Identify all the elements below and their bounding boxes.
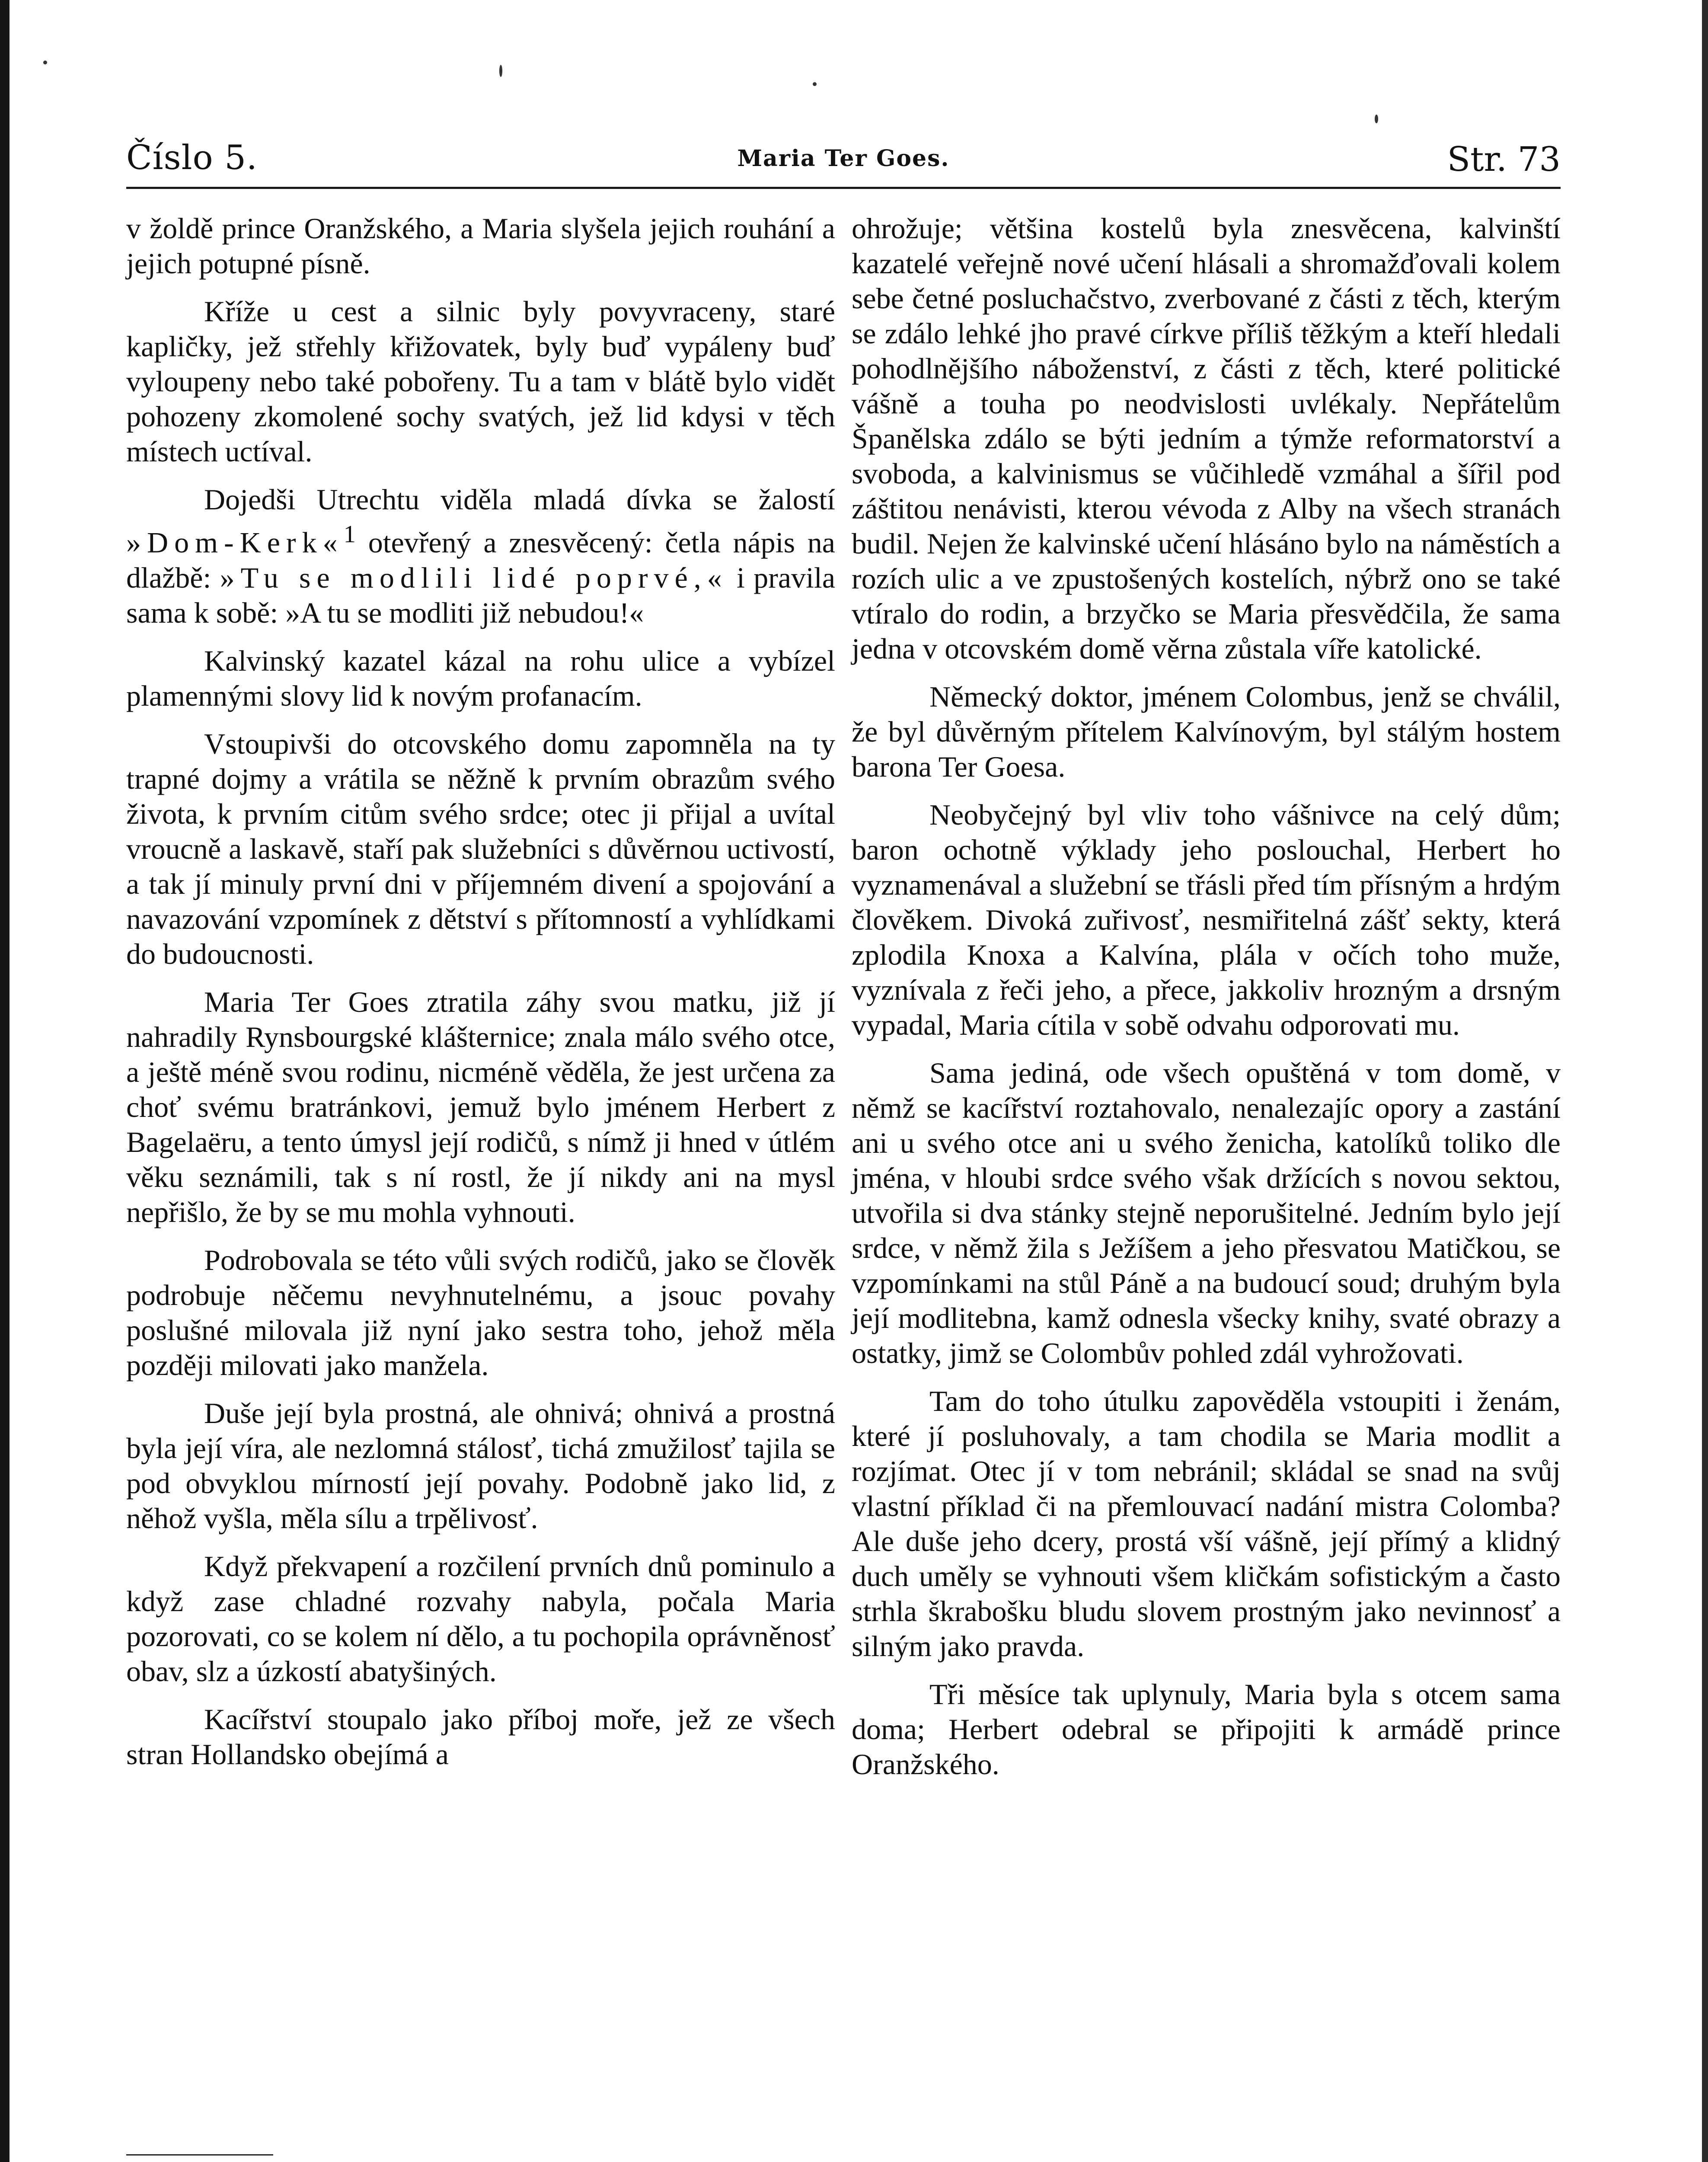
scan-right-edge <box>1702 0 1708 2162</box>
paragraph: Podrobovala se této vůli svých rodičů, jako se člověk podrobuje něčemu nevyhnutelnému, a jsouc povahy poslušné milovala již nyní jako sestra toho, jehož měla později milovati jako manžela. <box>126 1243 835 1382</box>
paragraph: ohrožuje; většina kostelů byla znesvěcena, kalvinští kazatelé veřejně nové učení hlásali a shromažďovali kolem sebe četné posluchačstvo, zverbované z části z těch, kterým se zdálo lehké jho pravé církve příliš těžkým a kteří hledali pohodlnějšího náboženství, z části z těch, které politické vášně a touha po neodvislosti uvlékaly. Nepřátelům Španělska zdálo se býti jedním a týmže reformatorství a svoboda, a kalvinismus se vůčihledě vzmáhal a šířil pod záštitou nenávisti, kterou vévoda z Alby na všech stranách budil. Nejen že kalvinské učení hlásáno bylo na náměstích a rozích ulic a ve zpustošených kostelích, nýbrž ono se také vtíralo do rodin, a brzyčko se Maria přesvědčila, že sama jedna v otcovském domě věrna zůstala víře katolické. <box>852 212 1561 665</box>
paragraph-dom-kerk <box>126 482 835 630</box>
scan-left-edge <box>0 0 10 2162</box>
right-column <box>852 211 1561 1795</box>
paragraph: Sama jediná, ode všech opuštěná v tom domě, v němž se kacířství roztahovalo, nenalezajíc opory a zastání ani u svého otce ani u svého ženicha, katolíků toliko dle jména, v hloubi srdce svého však držících s novou sektou, utvořila si dva stánky stejně neporušitelné. Jedním bylo její srdce, v němž žila s Ježíšem a jeho přesvatou Matičkou, se vzpomínkami na stůl Páně a na budoucí soud; druhým byla její modlitebna, kamž odnesla všecky knihy, svaté obrazy a ostatky, jimž se Colombův pohled zdál vyhrožovati. <box>852 1056 1561 1369</box>
inscription-quote: »Tu se modlili lidé poprvé,« <box>220 561 728 594</box>
scan-speck <box>813 82 817 86</box>
scan-speck <box>499 65 502 77</box>
dom-kerk-name: »Dom-Kerk« <box>126 526 344 559</box>
header-rule <box>126 187 1561 189</box>
footnote-rule <box>126 2154 273 2156</box>
paragraph-text: otevřený a znesvěcený: četla nápis na dlažbě: <box>126 526 835 594</box>
paragraph: Kalvinský kazatel kázal na rohu ulice a vybízel plamennými slovy lid k novým profanacím. <box>126 644 835 712</box>
paragraph-text: i pravila sama k sobě: »A tu se modliti již nebudou!« <box>126 561 836 629</box>
paragraph-text: Dojedši Utrechtu viděla mladá dívka se žalostí <box>204 483 835 516</box>
paragraph: Tam do toho útulku zapověděla vstoupiti i ženám, které jí posluhovaly, a tam chodila se Maria modlit a rozjímat. Otec jí v tom nebránil; skládal se snad na svůj vlastní příklad či na přemlouvací nadání mistra Colomba? Ale duše jeho dcery, prostá vší vášně, její přímý a klidný duch uměly se vyhnouti všem kličkám sofistickým a často strhla škrabošku bludu slovem prostným jako nevinnosť a silným jako pravda. <box>852 1385 1561 1663</box>
page-header <box>126 130 1561 186</box>
paragraph: Tři měsíce tak uplynuly, Maria byla s otcem sama doma; Herbert odebral se připojiti k armádě prince Oranžského. <box>852 1678 1561 1781</box>
issue-number: Číslo 5. <box>126 138 258 177</box>
paragraph: Když překvapení a rozčilení prvních dnů pominulo a když zase chladné rozvahy nabyla, počala Maria pozorovati, co se kolem ní dělo, a tu pochopila oprávněnosť obav, slz a úzkostí abatyšiných. <box>126 1549 835 1688</box>
page-number: Str. 73 <box>1447 140 1561 179</box>
paragraph: v žoldě prince Oranžského, a Maria slyšela jejich rouhání a jejich potupné písně. <box>126 212 835 280</box>
paragraph: Maria Ter Goes ztratila záhy svou matku, již jí nahradily Rynsbourgské klášternice; znala málo svého otce, a ještě méně svou rodinu, nicméně věděla, že jest určena za choť svému bratránkovi, jemuž bylo jménem Herbert z Bagelaëru, a tento úmysl její rodičů, s nímž ji hned v útlém věku seznámili, tak s ní rostl, že jí nikdy ani na mysl nepřišlo, že by se mu mohla vyhnouti. <box>126 985 835 1228</box>
left-column <box>126 211 835 1785</box>
paragraph: Kacířství stoupalo jako příboj moře, jež ze všech stran Hollandsko obejímá a <box>126 1702 835 1771</box>
footnote-reference: 1 <box>343 521 356 548</box>
running-title: Maria Ter Goes. <box>737 145 950 172</box>
paragraph: Německý doktor, jménem Colombus, jenž se chválil, že byl důvěrným přítelem Kalvínovým, byl stálým hostem barona Ter Goesa. <box>852 680 1561 783</box>
paragraph: Kříže u cest a silnic byly povyvraceny, staré kapličky, jež střehly křižovatek, byly buď vypáleny buď vyloupeny nebo také pobořeny. Tu a tam v blátě bylo vidět pohozeny zkomolené sochy svatých, jež lid kdysi v těch místech uctíval. <box>126 295 835 468</box>
scan-speck <box>43 61 47 64</box>
paragraph: Neobyčejný byl vliv toho vášnivce na celý dům; baron ochotně výklady jeho poslouchal, Herbert ho vyznamenával a služební se třásli před tím přísným a hrdým člověkem. Divoká zuřivosť, nesmiřitelná zášť sekty, která zplodila Knoxa a Kalvína, plála v očích toho muže, vyznívala z řeči jeho, a přece, jakkoliv hrozným a drsným vypadal, Maria cítila v sobě odvahu odporovati mu. <box>852 798 1561 1041</box>
scan-speck <box>1375 115 1378 123</box>
paragraph: Duše její byla prostná, ale ohnivá; ohnivá a prostná byla její víra, ale nezlomná stálosť, tichá zmužilosť tajila se pod obvyklou mírností její povahy. Podobně jako lid, z něhož vyšla, měla sílu a trpělivosť. <box>126 1396 835 1535</box>
paragraph: Vstoupivši do otcovského domu zapomněla na ty trapné dojmy a vrátila se něžně k prvním obrazům svého života, k prvním citům svého srdce; otec ji přijal a uvítal vroucně a laskavě, staří pak služebníci s důvěrnou uctivostí, a tak jí minuly první dni v příjemném divení a spojování a navazování vzpomínek z dětství s přítomností a vyhlídkami do budoucnosti. <box>126 727 835 970</box>
